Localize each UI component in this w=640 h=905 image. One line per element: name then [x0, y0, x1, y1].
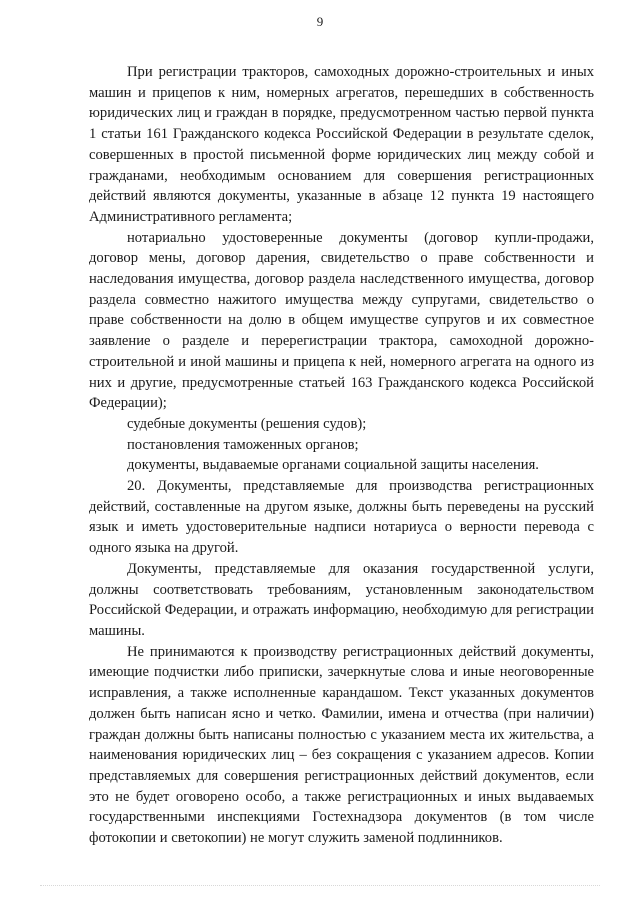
paragraph-social-protection-documents: документы, выдаваемые органами социальной защиты населения.: [127, 457, 539, 474]
paragraph-notarized-documents: нотариально удостоверенные документы (договор купли-продажи, договор мены, договор дарения, свидетельство о праве собственности и наследования имущества, договор раздела наследственного имущества, договор раздела совместно нажитого имущества между супругами, свидетельство о праве собственности на долю в общем имуществе супругов и их совместное заявление о разделе и перерегистрации трактора, самоходной дорожно-строительной и иной машины и прицепа к ней, номерного агрегата на одного из них и другие, предусмотренные статьей 163 Гражданского кодекса Российской Федерации);: [89, 229, 594, 412]
paragraph-registration-transactions: При регистрации тракторов, самоходных дорожно-строительных и иных машин и прицепов к ним, номерных агрегатов, перешедших в собственность юридических лиц и граждан в порядке, предусмотренном частью первой пункта 1 статьи 161 Гражданского кодекса Российской Федерации в результате сделок, совершенных в простой письменной форме юридических лиц между собой и гражданами, необходимым основанием для совершения регистрационных действий являются документы, указанные в абзаце 12 пункта 19 настоящего Административного регламента;: [89, 64, 594, 225]
document-body: [89, 62, 594, 849]
page-number: 9: [316, 14, 324, 29]
paragraph-court-documents: судебные документы (решения судов);: [127, 415, 367, 432]
paragraph-customs-resolutions: постановления таможенных органов;: [127, 436, 359, 453]
scan-edge-marks: [40, 885, 600, 892]
paragraph-section-20-translation: 20. Документы, представляемые для производства регистрационных действий, составленные на другом языке, должны быть переведены на русский язык и иметь удостоверительные надписи нотариуса о верности перевода с одного языка на другой.: [89, 478, 594, 557]
paragraph-not-accepted: Не принимаются к производству регистрационных действий документы, имеющие подчистки либо приписки, зачеркнутые слова и иные неоговоренные исправления, а также исполненные карандашом. Текст указанных документов должен быть написан ясно и четко. Фамилии, имена и отчества (при наличии) граждан должны быть написаны полностью с указанием места их жительства, а наименования юридических лиц – без сокращения с указанием адресов. Копии представляемых для совершения регистрационных действий документов, если это не будет оговорено особо, а также регистрационных и иных выдаваемых государственными инспекциями Гостехнадзора документов (в том числе фотокопии и светокопии) не могут служить заменой подлинников.: [89, 643, 594, 847]
paragraph-requirements: Документы, представляемые для оказания государственной услуги, должны соответствовать требованиям, установленным законодательством Российской Федерации, и отражать информацию, необходимую для регистрации машины.: [89, 560, 594, 639]
